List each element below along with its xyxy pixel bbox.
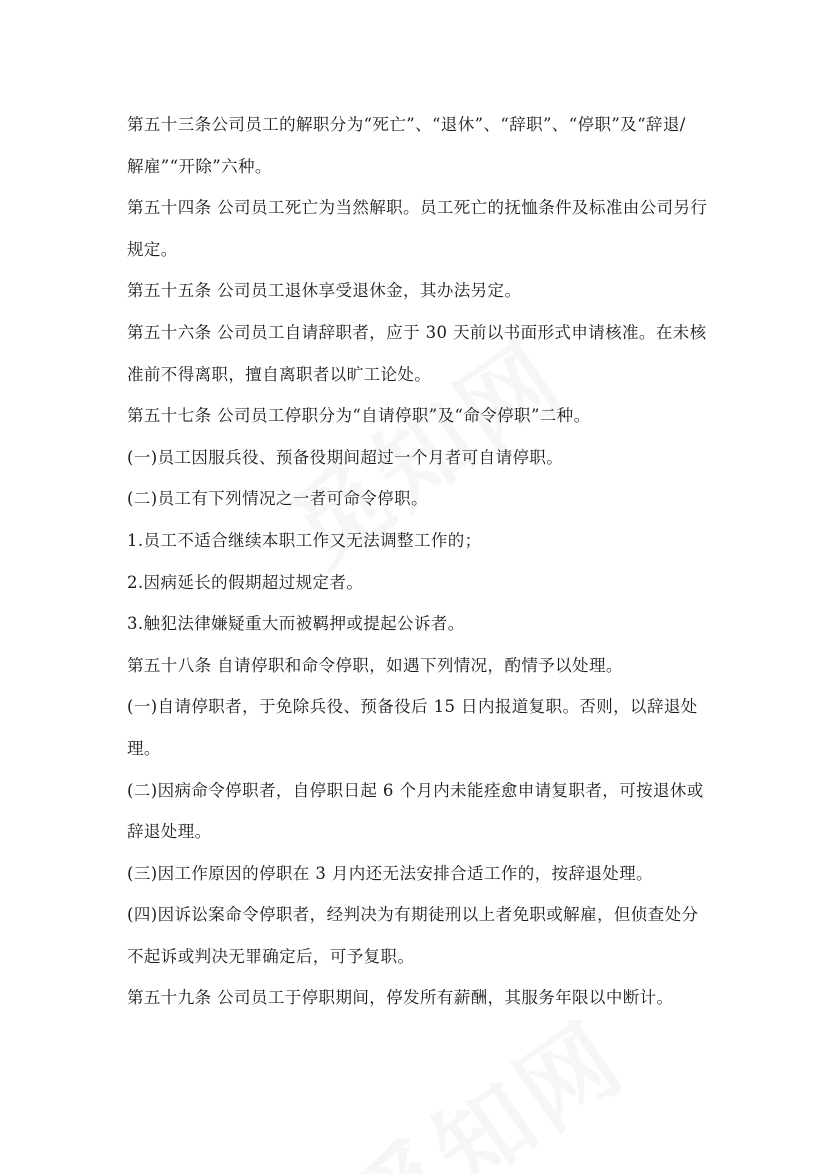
text-line: 第五十九条 公司员工于停职期间，停发所有薪酬，其服务年限以中断计。 — [127, 988, 674, 1008]
text-line: 解雇”“开除”六种。 — [127, 156, 272, 176]
text-line: 准前不得离职，擅自离职者以旷工论处。 — [127, 364, 432, 384]
text-line: 第五十五条 公司员工退休享受退休金，其办法另定。 — [127, 281, 522, 301]
text-line: 辞退处理。 — [127, 822, 212, 842]
text-line: 3.触犯法律嫌疑重大而被羁押或提起公诉者。 — [127, 614, 465, 634]
text-line: 理。 — [127, 738, 161, 758]
text-line: 2.因病延长的假期超过规定者。 — [127, 572, 364, 592]
text-line: (四)因诉讼案命令停职者，经判决为有期徒刑以上者免职或解雇，但侦查处分 — [127, 905, 699, 925]
text-line: 第五十七条 公司员工停职分为“自请停职”及“命令停职”二种。 — [127, 406, 591, 426]
text-line: (二)员工有下列情况之一者可命令停职。 — [127, 489, 428, 509]
text-line: (一)员工因服兵役、预备役期间超过一个月者可自请停职。 — [127, 447, 564, 467]
text-line: 第五十八条 自请停职和命令停职，如遇下列情况，酌情予以处理。 — [127, 655, 623, 675]
text-line: 第五十三条公司员工的解职分为“死亡”、“退休”、“辞职”、“停职”及“辞退/ — [127, 115, 686, 134]
text-line: 不起诉或判决无罪确定后，可予复职。 — [127, 946, 415, 966]
text-line: 第五十四条 公司员工死亡为当然解职。员工死亡的抚恤条件及标准由公司另行 — [127, 198, 708, 218]
text-line: 规定。 — [127, 239, 178, 259]
text-line: 1.员工不适合继续本职工作又无法调整工作的； — [127, 530, 482, 550]
text-line: (三)因工作原因的停职在 3 月内还无法安排合适工作的，按辞退处理。 — [127, 863, 653, 883]
text-line: (二)因病命令停职者，自停职日起 6 个月内未能痊愈申请复职者，可按退休或 — [127, 780, 704, 800]
text-line: 第五十六条 公司员工自请辞职者，应于 30 天前以书面形式申请核准。在未核 — [127, 322, 707, 342]
text-line: (一)自请停职者，于免除兵役、预备役后 15 日内报道复职。否则，以辞退处 — [127, 697, 698, 717]
document-body — [127, 104, 707, 1019]
